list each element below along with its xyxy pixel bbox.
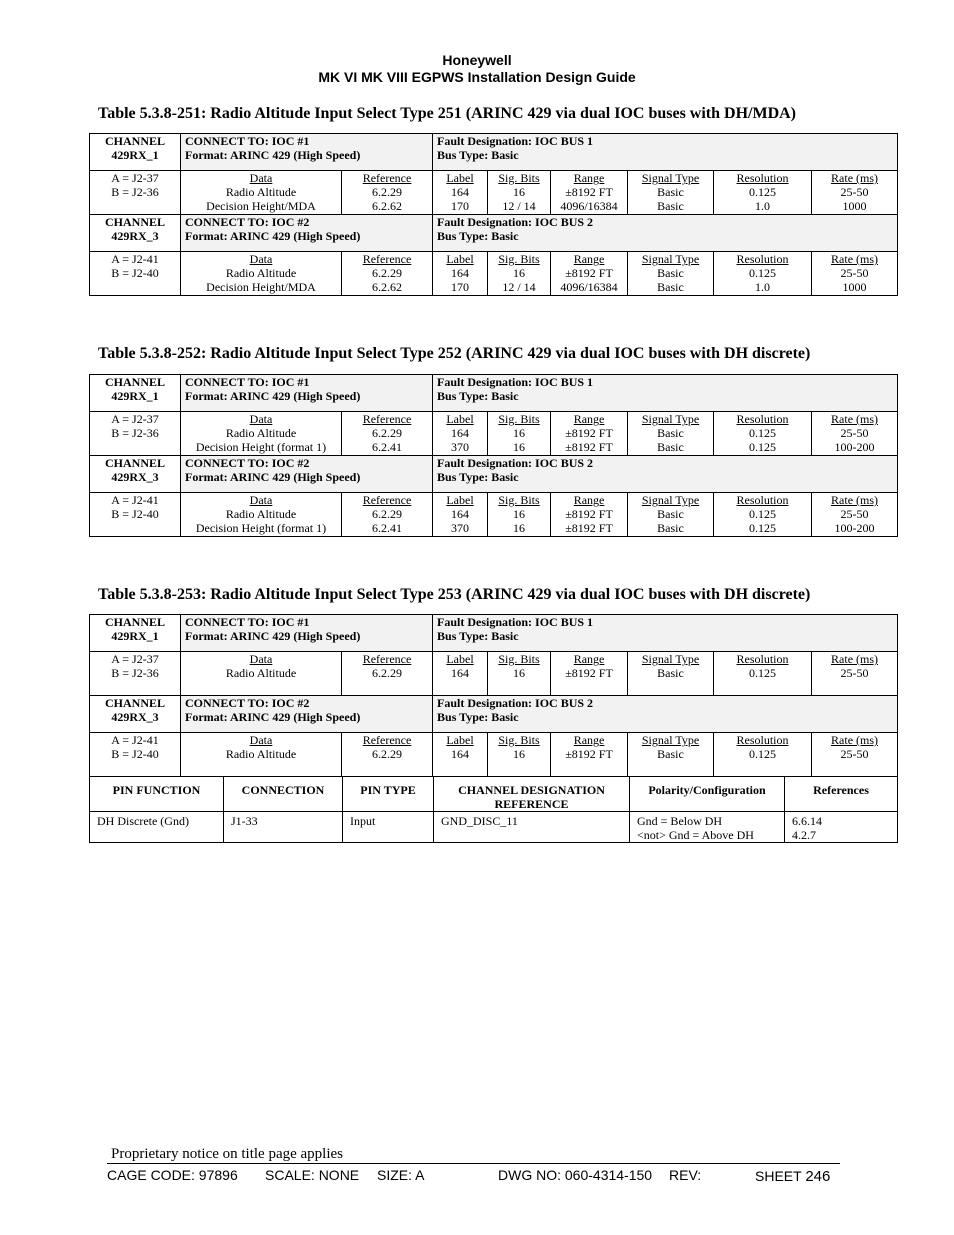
signal-type-col: Signal Type Basic Basic: [628, 171, 714, 215]
pin-function-value: DH Discrete (Gnd): [90, 812, 224, 843]
dwg-no: DWG NO: 060-4314-150: [498, 1167, 653, 1183]
channel-cell: CHANNEL 429RX_1: [90, 615, 181, 652]
data-col: Data Radio Altitude Decision Height/MDA: [181, 171, 342, 215]
pin-function-table: [89, 776, 898, 843]
channel-cell: CHANNEL 429RX_3: [90, 456, 181, 493]
fault-designation-cell: Fault Designation: IOC BUS 2 Bus Type: Basic: [433, 215, 898, 252]
resolution-col: Resolution 0.125 1.0: [714, 171, 812, 215]
pin-type-value: Input: [343, 812, 434, 843]
connect-cell: CONNECT TO: IOC #2 Format: ARINC 429 (High Speed): [181, 215, 433, 252]
label-col: Label 164 370: [433, 493, 488, 537]
header-doc-title: MK VI MK VIII EGPWS Installation Design Guide: [318, 69, 636, 85]
range-col: Range ±8192 FT ±8192 FT: [551, 412, 628, 456]
reference-col: Reference 6.2.29 6.2.62: [342, 171, 433, 215]
label-col: Label 164 370: [433, 412, 488, 456]
label-col: Label 164 170: [433, 171, 488, 215]
fault-designation-cell: Fault Designation: IOC BUS 2 Bus Type: Basic: [433, 696, 898, 733]
reference-col: Reference 6.2.29 6.2.41: [342, 493, 433, 537]
resolution-col: Resolution 0.125: [714, 652, 812, 696]
rate-col: Rate (ms) 25-50: [812, 652, 898, 696]
sig-bits-col: Sig. Bits 16 12 / 14: [488, 171, 551, 215]
references-header: References: [785, 777, 898, 812]
footer-rule: [107, 1163, 840, 1164]
table-253: [89, 614, 898, 777]
connect-cell: CONNECT TO: IOC #1 Format: ARINC 429 (High Speed): [181, 615, 433, 652]
references-value: 6.6.14 4.2.7: [785, 812, 898, 843]
table-252: [89, 374, 898, 537]
header-company: Honeywell: [442, 52, 512, 68]
table-251: [89, 133, 898, 296]
sig-bits-col: Sig. Bits 16 16: [488, 412, 551, 456]
signal-type-col: Signal Type Basic: [628, 733, 714, 777]
pins-cell: A = J2-41 B = J2-40: [90, 252, 181, 296]
range-col: Range ±8192 FT: [551, 652, 628, 696]
pins-cell: A = J2-37 B = J2-36: [90, 412, 181, 456]
resolution-col: Resolution 0.125 0.125: [714, 493, 812, 537]
sheet: [755, 1168, 830, 1185]
rev: REV:: [669, 1167, 702, 1183]
data-col: Data Radio Altitude: [181, 733, 342, 777]
rate-col: Rate (ms) 25-50 100-200: [812, 493, 898, 537]
signal-type-col: Signal Type Basic Basic: [628, 412, 714, 456]
data-col: Data Radio Altitude: [181, 652, 342, 696]
pin-function-header: PIN FUNCTION: [90, 777, 224, 812]
resolution-col: Resolution 0.125 1.0: [714, 252, 812, 296]
data-col: Data Radio Altitude Decision Height (format 1): [181, 412, 342, 456]
table-252-title: Table 5.3.8-252: Radio Altitude Input Select Type 252 (ARINC 429 via dual IOC buses with DH discrete): [98, 345, 811, 362]
sig-bits-col: Sig. Bits 16 12 / 14: [488, 252, 551, 296]
reference-col: Reference 6.2.29: [342, 733, 433, 777]
signal-type-col: Signal Type Basic Basic: [628, 493, 714, 537]
table-253-title: Table 5.3.8-253: Radio Altitude Input Select Type 253 (ARINC 429 via dual IOC buses with DH discrete): [98, 586, 811, 603]
label-col: Label 164: [433, 733, 488, 777]
fault-designation-cell: Fault Designation: IOC BUS 2 Bus Type: Basic: [433, 456, 898, 493]
connect-cell: CONNECT TO: IOC #1 Format: ARINC 429 (High Speed): [181, 134, 433, 171]
pin-type-header: PIN TYPE: [343, 777, 434, 812]
pins-cell: A = J2-41 B = J2-40: [90, 493, 181, 537]
connect-cell: CONNECT TO: IOC #2 Format: ARINC 429 (High Speed): [181, 696, 433, 733]
channel-cell: CHANNEL 429RX_3: [90, 215, 181, 252]
range-col: Range ±8192 FT 4096/16384: [551, 252, 628, 296]
scale: SCALE: NONE: [265, 1167, 360, 1183]
sig-bits-col: Sig. Bits 16 16: [488, 493, 551, 537]
fault-designation-cell: Fault Designation: IOC BUS 1 Bus Type: Basic: [433, 375, 898, 412]
connect-cell: CONNECT TO: IOC #1 Format: ARINC 429 (High Speed): [181, 375, 433, 412]
channel-cell: CHANNEL 429RX_3: [90, 696, 181, 733]
data-col: Data Radio Altitude Decision Height/MDA: [181, 252, 342, 296]
table-251-title: Table 5.3.8-251: Radio Altitude Input Select Type 251 (ARINC 429 via dual IOC buses with DH/MDA): [98, 105, 796, 122]
reference-col: Reference 6.2.29 6.2.41: [342, 412, 433, 456]
reference-col: Reference 6.2.29: [342, 652, 433, 696]
rate-col: Rate (ms) 25-50: [812, 733, 898, 777]
sheet-label: SHEET: [755, 1168, 802, 1184]
resolution-col: Resolution 0.125: [714, 733, 812, 777]
proprietary-notice: Proprietary notice on title page applies: [111, 1146, 344, 1162]
range-col: Range ±8192 FT: [551, 733, 628, 777]
size: SIZE: A: [377, 1167, 425, 1183]
pins-cell: A = J2-37 B = J2-36: [90, 171, 181, 215]
label-col: Label 164 170: [433, 252, 488, 296]
fault-designation-cell: Fault Designation: IOC BUS 1 Bus Type: Basic: [433, 134, 898, 171]
polarity-header: Polarity/Configuration: [630, 777, 785, 812]
signal-type-col: Signal Type Basic: [628, 652, 714, 696]
channel-cell: CHANNEL 429RX_1: [90, 375, 181, 412]
pins-cell: A = J2-37 B = J2-36: [90, 652, 181, 696]
signal-type-col: Signal Type Basic Basic: [628, 252, 714, 296]
rate-col: Rate (ms) 25-50 1000: [812, 252, 898, 296]
cage-code: CAGE CODE: 97896: [107, 1167, 238, 1183]
data-col: Data Radio Altitude Decision Height (format 1): [181, 493, 342, 537]
pins-cell: A = J2-41 B = J2-40: [90, 733, 181, 777]
rate-col: Rate (ms) 25-50 100-200: [812, 412, 898, 456]
channel-designation-value: GND_DISC_11: [434, 812, 630, 843]
connection-header: CONNECTION: [224, 777, 343, 812]
polarity-value: Gnd = Below DH <not> Gnd = Above DH: [630, 812, 785, 843]
reference-col: Reference 6.2.29 6.2.62: [342, 252, 433, 296]
label-col: Label 164: [433, 652, 488, 696]
channel-cell: CHANNEL 429RX_1: [90, 134, 181, 171]
sig-bits-col: Sig. Bits 16: [488, 733, 551, 777]
resolution-col: Resolution 0.125 0.125: [714, 412, 812, 456]
sig-bits-col: Sig. Bits 16: [488, 652, 551, 696]
connection-value: J1-33: [224, 812, 343, 843]
fault-designation-cell: Fault Designation: IOC BUS 1 Bus Type: Basic: [433, 615, 898, 652]
rate-col: Rate (ms) 25-50 1000: [812, 171, 898, 215]
sheet-number: 246: [805, 1168, 831, 1185]
connect-cell: CONNECT TO: IOC #2 Format: ARINC 429 (High Speed): [181, 456, 433, 493]
range-col: Range ±8192 FT ±8192 FT: [551, 493, 628, 537]
channel-designation-header: CHANNEL DESIGNATION REFERENCE: [434, 777, 630, 812]
range-col: Range ±8192 FT 4096/16384: [551, 171, 628, 215]
